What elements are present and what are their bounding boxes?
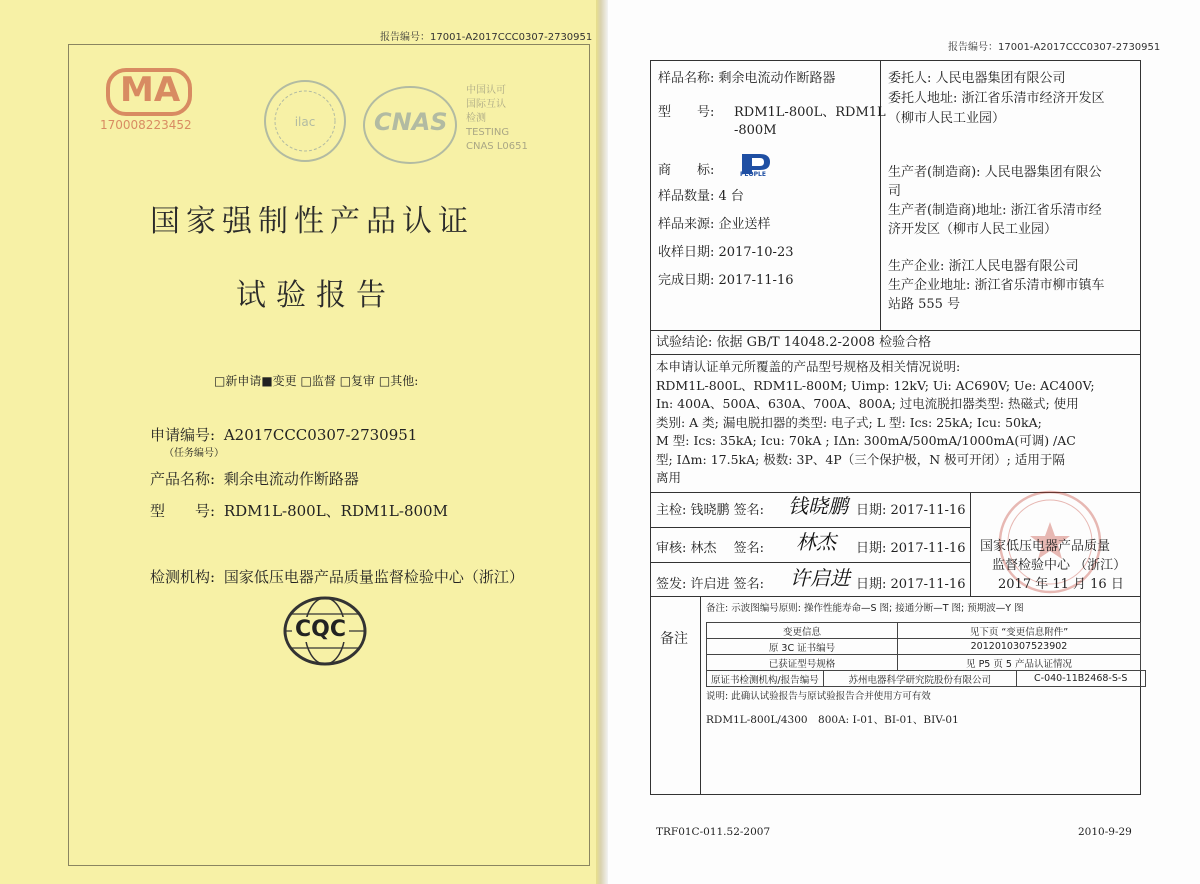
cnas-seal <box>360 80 460 174</box>
spec-line: 类别: A 类; 漏电脱扣器的类型: 电子式; L 型: Ics: 25kA; Icu: 50kA; <box>656 414 1042 430</box>
manufacturer-address-2: 济开发区（柳市人民工业园） <box>888 222 1058 237</box>
spec-line: In: 400A、500A、630A、700A、800A; 过电流脱扣器类型: 热磁式; 使用 <box>656 396 1079 411</box>
table-cell: 2012010307523902 <box>898 639 1141 655</box>
receive-date-row <box>658 244 793 262</box>
reviewer-date: 日期: 2017-11-16 <box>856 541 966 556</box>
issuer-label: 签发: 许启进 签名: <box>656 577 765 592</box>
model-label: 型 号: <box>658 105 715 120</box>
remarks-model-line: RDM1L-800L/4300 800A: I-01、BI-01、BIV-01 <box>706 714 959 726</box>
product-name: 剩余电流动作断路器 <box>223 470 359 488</box>
client-name: 委托人: 人民电器集团有限公司 <box>888 71 1066 86</box>
quantity-value: 4 台 <box>718 189 744 204</box>
reviewer-signature: 林杰 <box>796 530 836 554</box>
agency-name: 国家低压电器产品质量监督检验中心（浙江） <box>223 568 524 586</box>
cqc-logo <box>280 594 370 668</box>
field-label: 申请编号: <box>150 426 216 444</box>
report-number-right: 报告编号：17001-A2017CCC0307-2730951 <box>948 42 1161 53</box>
client-address: 委托人地址: 浙江省乐清市经济开发区 <box>888 91 1105 106</box>
page-gutter <box>596 0 608 884</box>
cnas-logo-text: CNAS <box>374 108 448 136</box>
table-row <box>707 671 1146 687</box>
field-label: 收样日期: <box>658 245 715 260</box>
factory-address: 生产企业地址: 浙江省乐清市柳市镇车 <box>888 278 1105 293</box>
model-value: RDM1L-800L、RDM1L-800M <box>223 502 448 520</box>
ma-letters: MA <box>120 70 181 110</box>
cnas-line: 检测 <box>466 113 486 124</box>
inspector-signature: 钱晓鹏 <box>788 494 848 518</box>
form-code: TRF01C-011.52-2007 <box>656 826 771 838</box>
model-value-line1: RDM1L-800L、RDM1L <box>734 105 886 120</box>
cover-subtitle: 试验报告 <box>236 278 396 313</box>
model-row <box>150 500 448 521</box>
people-logo-text: PEOPLE <box>740 171 766 178</box>
option-review: □复审 <box>339 374 376 388</box>
cnas-line: TESTING <box>466 127 510 138</box>
test-conclusion: 试验结论: 依据 GB/T 14048.2-2008 检验合格 <box>656 335 932 350</box>
application-type-options <box>214 372 418 389</box>
application-number-row <box>150 424 417 445</box>
issuer-signature: 许启进 <box>790 566 850 590</box>
svg-text:ilac: ilac <box>294 115 316 129</box>
form-date: 2010-9-29 <box>1078 826 1132 838</box>
ma-mark <box>100 64 210 134</box>
factory-address-2: 站路 555 号 <box>888 297 961 312</box>
option-new: □新申请 <box>214 374 262 388</box>
table-cell: C-040-11B2468-S-S <box>1016 671 1145 687</box>
field-label: 样品名称: <box>658 71 715 86</box>
spec-line: 本申请认证单元所覆盖的产品型号规格及相关情况说明: <box>656 359 961 374</box>
table-cell: 变更信息 <box>707 623 898 639</box>
people-brand-logo <box>738 152 772 180</box>
inspector-label: 主检: 钱晓鹏 签名: <box>656 503 765 518</box>
issuer-date: 日期: 2017-11-16 <box>856 577 966 592</box>
client-address-2: （柳市人民工业园） <box>888 111 1006 126</box>
table-cell: 已获证型号规格 <box>707 655 898 671</box>
table-cell: 见 P5 页 5 产品认证情况 <box>898 655 1141 671</box>
model-value-line2: -800M <box>734 123 777 138</box>
product-name-row <box>150 468 359 489</box>
report-number: 报告编号：17001-A2017CCC0307-2730951 <box>380 32 593 43</box>
field-label: 样品来源: <box>658 217 715 232</box>
option-other: □其他: <box>378 374 419 388</box>
receive-date: 2017-10-23 <box>718 245 794 260</box>
remarks-label: 备注 <box>660 631 688 647</box>
table-row <box>707 639 1141 655</box>
table-cell: 原证书检测机构/报告编号 <box>707 671 824 687</box>
table-cell: 原 3C 证书编号 <box>707 639 898 655</box>
cover-title: 国家强制性产品认证 <box>150 204 474 239</box>
remarks-legend: 备注: 示波图编号原则: 操作性能寿命—S 图; 接通分断—T 图; 预期波—Y 图 <box>706 603 1024 614</box>
reviewer-label: 审核: 林杰 签名: <box>656 541 765 556</box>
complete-date-row <box>658 272 793 290</box>
ma-number: 170008223452 <box>100 118 192 132</box>
manufacturer-2: 司 <box>888 184 902 199</box>
table-cell: 见下页 “变更信息附件” <box>898 623 1141 639</box>
table-row <box>707 623 1141 639</box>
spec-line: 离用 <box>656 470 682 485</box>
seal-date: 2017 年 11 月 16 日 <box>998 577 1124 592</box>
source-value: 企业送样 <box>718 217 771 232</box>
table-cell: 苏州电器科学研究院股份有限公司 <box>823 671 1016 687</box>
manufacturer-address: 生产者(制造商)地址: 浙江省乐清市经 <box>888 203 1102 218</box>
spec-line: 型; IΔm: 17.5kA; 极数: 3P、4P（三个保护极，N 极可开闭）; 适用于隔 <box>656 451 1065 467</box>
application-number: A2017CCC0307-2730951 <box>223 426 418 444</box>
field-label: 产品名称: <box>150 470 216 488</box>
field-label: 完成日期: <box>658 273 715 288</box>
seal-org-line2: 监督检验中心 （浙江） <box>992 558 1127 573</box>
brand-label: 商 标: <box>658 163 715 178</box>
seal-org-line1: 国家低压电器产品质量 <box>980 539 1111 554</box>
sample-name: 剩余电流动作断路器 <box>718 71 836 86</box>
remarks-note: 说明: 此确认试验报告与原试验报告合并使用方可有效 <box>706 691 931 702</box>
field-label: 型 号: <box>150 502 216 520</box>
table-row <box>707 655 1141 671</box>
ilac-seal <box>260 76 350 170</box>
factory: 生产企业: 浙江人民电器有限公司 <box>888 259 1079 274</box>
agency-row <box>150 566 524 587</box>
cqc-text: CQC <box>292 617 349 642</box>
spec-line: M 型: Ics: 35kA; Icu: 70kA ; IΔn: 300mA/500mA/1000mA(可调) /AC <box>656 433 1076 448</box>
cnas-line: 国际互认 <box>466 99 506 110</box>
change-info-table <box>706 622 1146 687</box>
option-supervision: □监督 <box>300 374 336 388</box>
spec-description <box>656 358 1095 488</box>
ilac-seal-icon <box>260 76 350 166</box>
complete-date: 2017-11-16 <box>718 273 794 288</box>
option-change: ■变更 <box>261 374 297 388</box>
sample-name-row <box>658 70 836 88</box>
source-row <box>658 216 771 234</box>
task-number-note: （任务编号） <box>164 448 224 459</box>
spec-line: RDM1L-800L、RDM1L-800M; Uimp: 12kV; Ui: AC690V; Ue: AC400V; <box>656 377 1095 393</box>
cnas-line: CNAS L0651 <box>466 141 528 152</box>
field-label: 样品数量: <box>658 189 715 204</box>
field-label: 检测机构: <box>150 568 216 586</box>
quantity-row <box>658 188 744 206</box>
inspector-date: 日期: 2017-11-16 <box>856 503 966 518</box>
cnas-stamp-text <box>466 84 528 154</box>
cnas-line: 中国认可 <box>466 85 506 96</box>
manufacturer: 生产者(制造商): 人民电器集团有限公 <box>888 165 1102 180</box>
